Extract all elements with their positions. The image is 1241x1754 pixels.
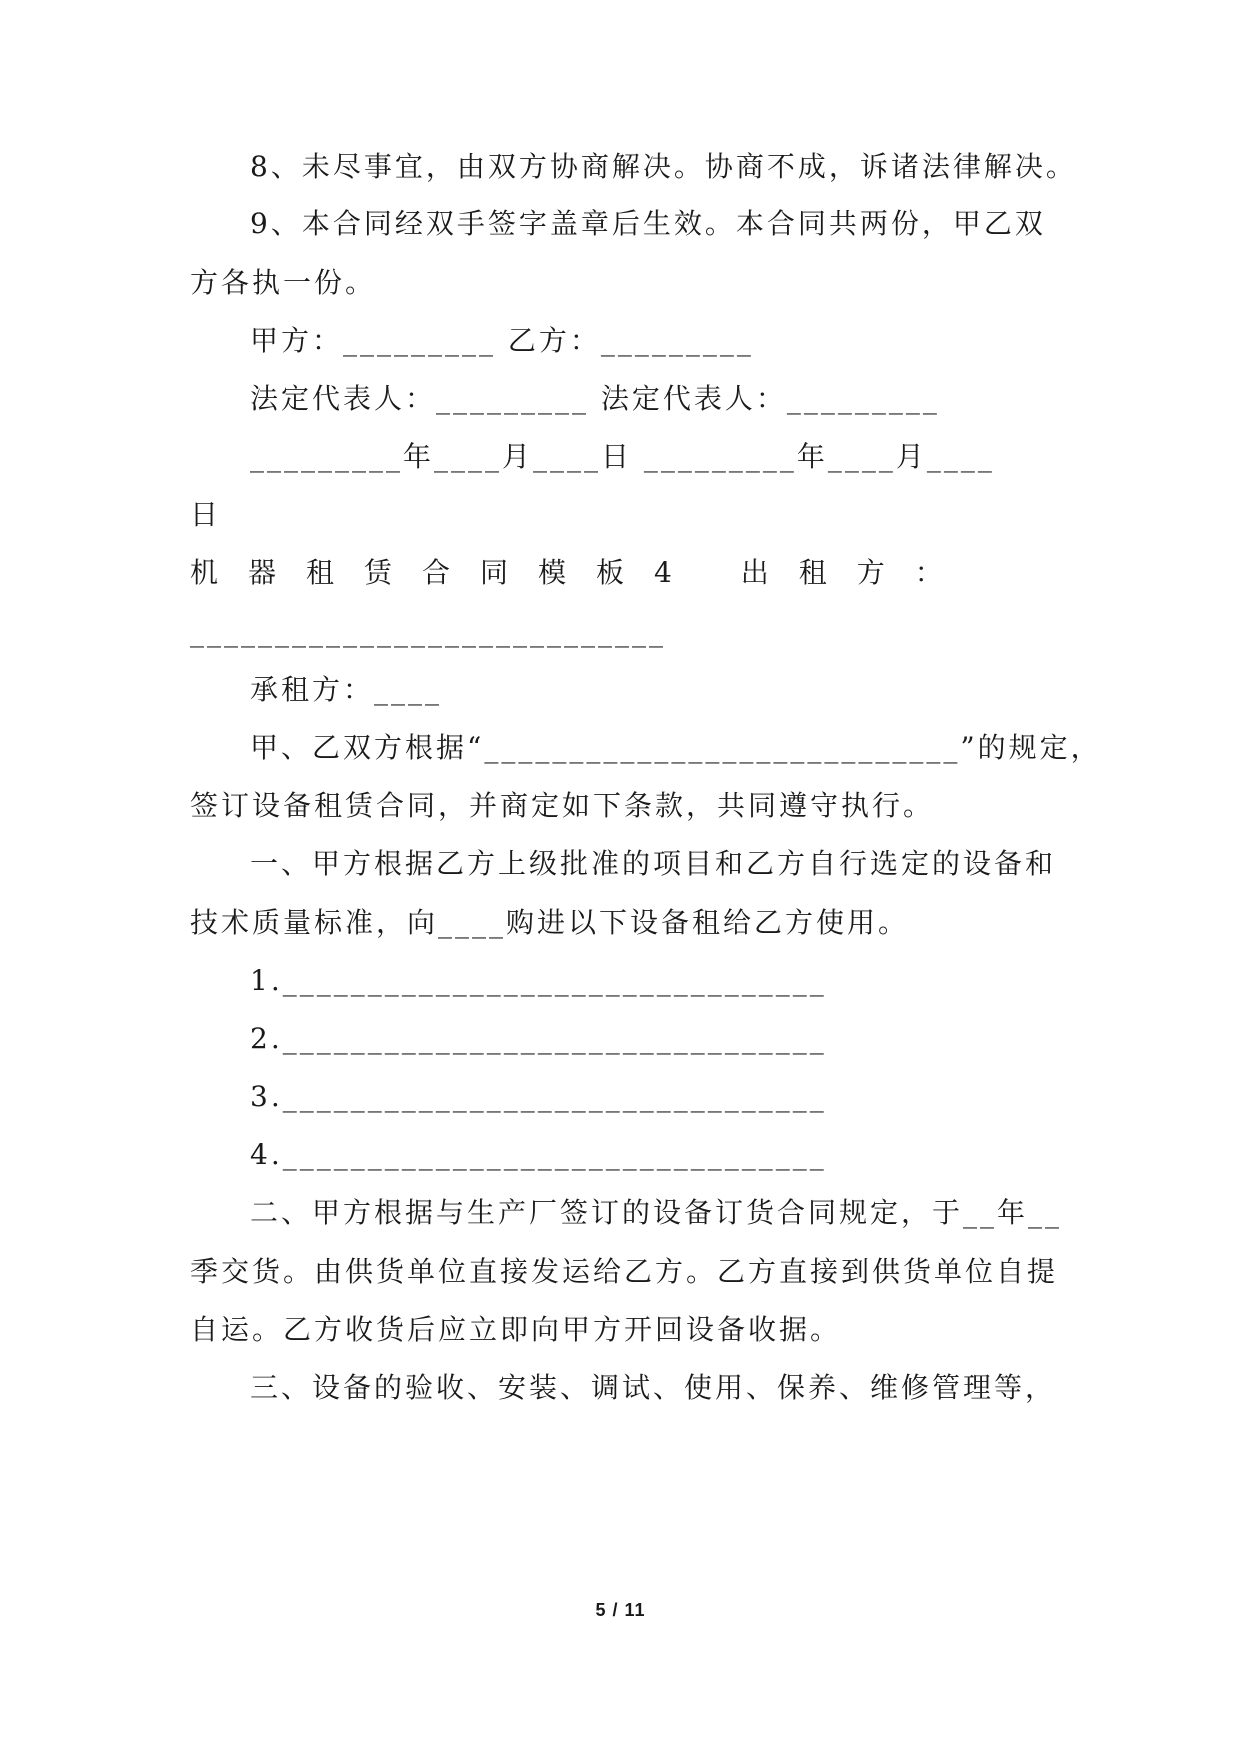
equipment-item-4: 4.________________________________	[250, 1138, 827, 1171]
clause-9-line-1: 9、本合同经双手签字盖章后生效。本合同共两份，甲乙双	[250, 207, 1046, 240]
article-1-line-1: 一、甲方根据乙方上级批准的项目和乙方自行选定的设备和	[250, 847, 1057, 880]
clause-9-line-2: 方各执一份。	[190, 266, 377, 299]
legal-representative-line: 法定代表人：_________ 法定代表人：_________	[250, 382, 940, 415]
preamble-line-1: 甲、乙双方根据“____________________________”的规定，	[250, 731, 1102, 764]
date-line-continued: 日	[190, 498, 222, 531]
article-2-line-3: 自运。乙方收货后应立即向甲方开回设备收据。	[190, 1313, 842, 1346]
party-signature-line: 甲方：_________ 乙方：_________	[250, 324, 754, 357]
lessor-blank: ____________________________	[190, 615, 666, 648]
article-3-line-1: 三、设备的验收、安装、调试、使用、保养、维修管理等，	[250, 1371, 1057, 1404]
equipment-item-1: 1.________________________________	[250, 964, 827, 997]
preamble-line-2: 签订设备租赁合同，并商定如下条款，共同遵守执行。	[190, 789, 935, 822]
article-2-line-1: 二、甲方根据与生产厂签订的设备订货合同规定，于__年__	[250, 1196, 1063, 1229]
article-1-line-2: 技术质量标准，向____购进以下设备租给乙方使用。	[190, 906, 910, 939]
equipment-item-3: 3.________________________________	[250, 1080, 827, 1113]
page-number: 5 / 11	[595, 1600, 646, 1620]
clause-8: 8、未尽事宜，由双方协商解决。协商不成，诉诸法律解决。	[250, 150, 1077, 183]
article-2-line-2: 季交货。由供货单位直接发运给乙方。乙方直接到供货单位自提	[190, 1255, 1059, 1288]
lessee-line: 承租方：____	[250, 673, 443, 706]
contract-title-lessor: 机器租赁合同模板4 出租方：	[190, 556, 973, 589]
date-line: _________年____月____日 _________年____月____	[250, 440, 995, 473]
equipment-item-2: 2.________________________________	[250, 1022, 827, 1055]
